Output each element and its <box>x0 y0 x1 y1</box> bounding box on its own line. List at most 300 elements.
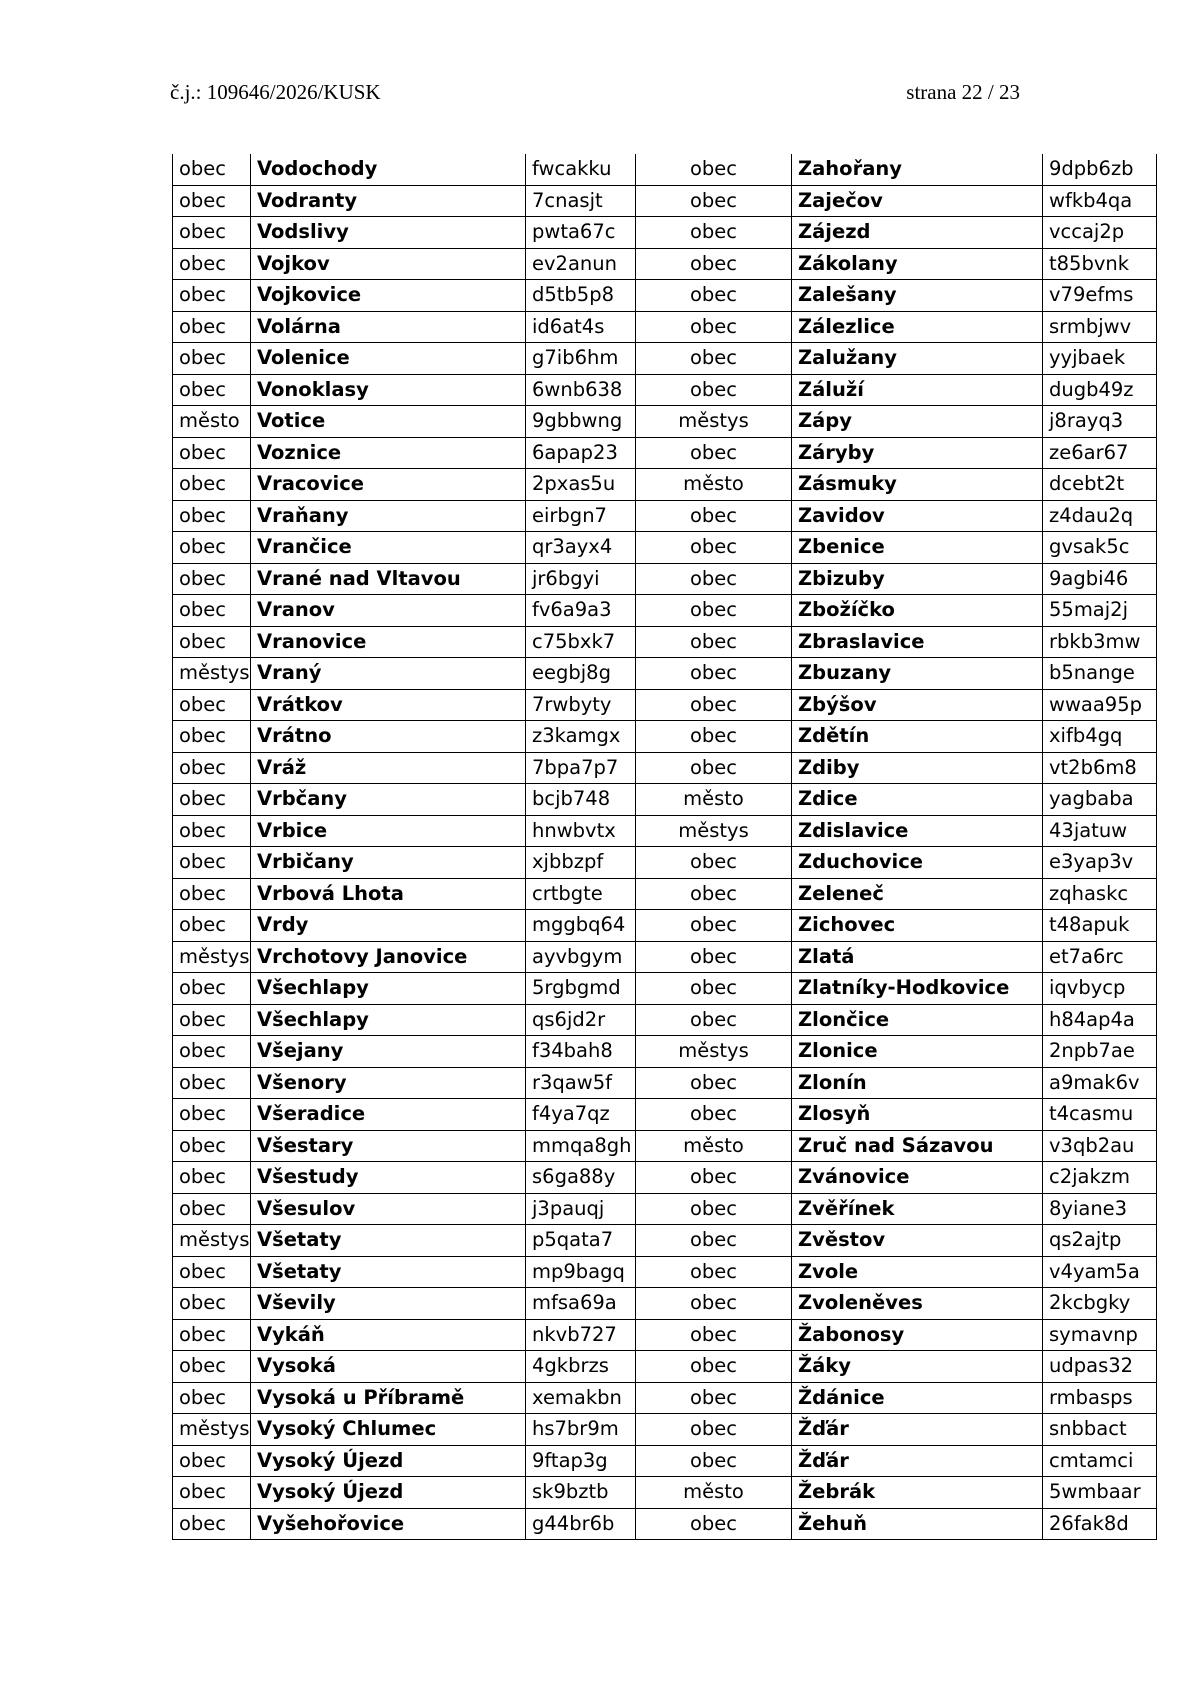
municipality-type: obec <box>173 1382 251 1414</box>
municipality-name: Zalešany <box>792 280 1043 312</box>
municipality-name: Zvěřínek <box>792 1193 1043 1225</box>
municipality-type: obec <box>173 1508 251 1540</box>
municipality-name: Žďár <box>792 1414 1043 1446</box>
databox-code: c2jakzm <box>1043 1162 1157 1194</box>
municipality-name: Všechlapy <box>251 1004 526 1036</box>
municipality-type: obec <box>173 1036 251 1068</box>
municipality-type: obec <box>173 847 251 879</box>
municipality-type: obec <box>636 847 792 879</box>
municipality-name: Vrdy <box>251 910 526 942</box>
municipality-name: Vysoký Újezd <box>251 1445 526 1477</box>
table-row <box>173 280 1157 312</box>
table-row <box>173 721 1157 753</box>
databox-code: srmbjwv <box>1043 311 1157 343</box>
document-reference: č.j.: 109646/2026/KUSK <box>170 80 381 104</box>
databox-code: vt2b6m8 <box>1043 752 1157 784</box>
databox-code: zqhaskc <box>1043 878 1157 910</box>
databox-code: et7a6rc <box>1043 941 1157 973</box>
municipality-name: Zdiby <box>792 752 1043 784</box>
municipality-name: Žďár <box>792 1445 1043 1477</box>
municipality-name: Všenory <box>251 1067 526 1099</box>
table-row <box>173 1477 1157 1509</box>
municipality-type: obec <box>173 595 251 627</box>
municipality-table <box>172 154 1157 1540</box>
databox-code: qr3ayx4 <box>526 532 636 564</box>
municipality-type: obec <box>636 658 792 690</box>
municipality-type: obec <box>636 217 792 249</box>
databox-code: wwaa95p <box>1043 689 1157 721</box>
databox-code: dugb49z <box>1043 374 1157 406</box>
municipality-name: Všechlapy <box>251 973 526 1005</box>
databox-code: t4casmu <box>1043 1099 1157 1131</box>
databox-code: g7ib6hm <box>526 343 636 375</box>
databox-code: 5rgbgmd <box>526 973 636 1005</box>
municipality-name: Vrátkov <box>251 689 526 721</box>
municipality-type: město <box>636 1477 792 1509</box>
table-row <box>173 1225 1157 1257</box>
table-row <box>173 1288 1157 1320</box>
table-row <box>173 1004 1157 1036</box>
municipality-name: Zichovec <box>792 910 1043 942</box>
municipality-name: Vojkov <box>251 248 526 280</box>
municipality-type: obec <box>173 1288 251 1320</box>
municipality-name: Zahořany <box>792 154 1043 185</box>
databox-code: sk9bztb <box>526 1477 636 1509</box>
databox-code: hs7br9m <box>526 1414 636 1446</box>
municipality-type: obec <box>173 563 251 595</box>
municipality-name: Zalužany <box>792 343 1043 375</box>
municipality-name: Zlonice <box>792 1036 1043 1068</box>
municipality-name: Zlonín <box>792 1067 1043 1099</box>
municipality-type: městys <box>173 658 251 690</box>
municipality-type: město <box>173 406 251 438</box>
databox-code: v4yam5a <box>1043 1256 1157 1288</box>
municipality-name: Všetaty <box>251 1256 526 1288</box>
table-row <box>173 1319 1157 1351</box>
municipality-type: obec <box>173 1445 251 1477</box>
databox-code: cmtamci <box>1043 1445 1157 1477</box>
databox-code: mfsa69a <box>526 1288 636 1320</box>
municipality-type: obec <box>173 910 251 942</box>
table-row <box>173 1414 1157 1446</box>
table-row <box>173 878 1157 910</box>
databox-code: xemakbn <box>526 1382 636 1414</box>
databox-code: 7bpa7p7 <box>526 752 636 784</box>
databox-code: f34bah8 <box>526 1036 636 1068</box>
municipality-type: obec <box>636 500 792 532</box>
municipality-name: Volenice <box>251 343 526 375</box>
table-row <box>173 1067 1157 1099</box>
municipality-type: obec <box>173 1099 251 1131</box>
databox-code: j8rayq3 <box>1043 406 1157 438</box>
databox-code: t85bvnk <box>1043 248 1157 280</box>
databox-code: ayvbgym <box>526 941 636 973</box>
municipality-type: obec <box>636 689 792 721</box>
municipality-type: obec <box>173 721 251 753</box>
municipality-type: obec <box>636 563 792 595</box>
table-row <box>173 1099 1157 1131</box>
municipality-name: Vracovice <box>251 469 526 501</box>
databox-code: 2npb7ae <box>1043 1036 1157 1068</box>
table-row <box>173 406 1157 438</box>
databox-code: d5tb5p8 <box>526 280 636 312</box>
table-row <box>173 343 1157 375</box>
table-row <box>173 1162 1157 1194</box>
municipality-name: Vranov <box>251 595 526 627</box>
municipality-type: obec <box>636 280 792 312</box>
municipality-type: obec <box>636 1445 792 1477</box>
databox-code: b5nange <box>1043 658 1157 690</box>
municipality-name: Vysoká u Příbramě <box>251 1382 526 1414</box>
databox-code: pwta67c <box>526 217 636 249</box>
databox-code: t48apuk <box>1043 910 1157 942</box>
table-row <box>173 185 1157 217</box>
databox-code: 5wmbaar <box>1043 1477 1157 1509</box>
municipality-name: Žebrák <box>792 1477 1043 1509</box>
municipality-type: obec <box>636 311 792 343</box>
municipality-type: obec <box>636 752 792 784</box>
municipality-name: Vysoká <box>251 1351 526 1383</box>
municipality-type: obec <box>636 1162 792 1194</box>
databox-code: 2kcbgky <box>1043 1288 1157 1320</box>
databox-code: 7cnasjt <box>526 185 636 217</box>
municipality-name: Vrbčany <box>251 784 526 816</box>
databox-code: vccaj2p <box>1043 217 1157 249</box>
table-row <box>173 437 1157 469</box>
municipality-type: obec <box>636 437 792 469</box>
databox-code: qs6jd2r <box>526 1004 636 1036</box>
databox-code: 9gbbwng <box>526 406 636 438</box>
municipality-type: obec <box>173 1351 251 1383</box>
table-row <box>173 626 1157 658</box>
municipality-name: Votice <box>251 406 526 438</box>
municipality-type: obec <box>636 1225 792 1257</box>
municipality-type: obec <box>636 973 792 1005</box>
municipality-name: Vráž <box>251 752 526 784</box>
municipality-name: Všeradice <box>251 1099 526 1131</box>
municipality-name: Zlatá <box>792 941 1043 973</box>
municipality-name: Vysoký Újezd <box>251 1477 526 1509</box>
municipality-name: Vodochody <box>251 154 526 185</box>
databox-code: 2pxas5u <box>526 469 636 501</box>
municipality-name: Zduchovice <box>792 847 1043 879</box>
databox-code: bcjb748 <box>526 784 636 816</box>
municipality-name: Vranovice <box>251 626 526 658</box>
municipality-name: Záluží <box>792 374 1043 406</box>
databox-code: mggbq64 <box>526 910 636 942</box>
municipality-name: Zbraslavice <box>792 626 1043 658</box>
municipality-type: obec <box>173 248 251 280</box>
municipality-type: obec <box>173 1130 251 1162</box>
databox-code: 55maj2j <box>1043 595 1157 627</box>
municipality-type: obec <box>636 595 792 627</box>
municipality-type: obec <box>173 500 251 532</box>
table-row <box>173 815 1157 847</box>
databox-code: qs2ajtp <box>1043 1225 1157 1257</box>
databox-code: crtbgte <box>526 878 636 910</box>
databox-code: ev2anun <box>526 248 636 280</box>
municipality-type: obec <box>636 185 792 217</box>
table-row <box>173 532 1157 564</box>
municipality-name: Vyšehořovice <box>251 1508 526 1540</box>
municipality-name: Vykáň <box>251 1319 526 1351</box>
municipality-name: Vodranty <box>251 185 526 217</box>
table-row <box>173 689 1157 721</box>
table-row <box>173 784 1157 816</box>
municipality-name: Zájezd <box>792 217 1043 249</box>
databox-code: f4ya7qz <box>526 1099 636 1131</box>
municipality-type: obec <box>636 1256 792 1288</box>
municipality-type: obec <box>636 626 792 658</box>
databox-code: 7rwbyty <box>526 689 636 721</box>
databox-code: yagbaba <box>1043 784 1157 816</box>
databox-code: 9ftap3g <box>526 1445 636 1477</box>
municipality-type: obec <box>173 626 251 658</box>
databox-code: id6at4s <box>526 311 636 343</box>
databox-code: jr6bgyi <box>526 563 636 595</box>
municipality-table-body <box>173 154 1157 1540</box>
municipality-name: Všestary <box>251 1130 526 1162</box>
municipality-type: obec <box>636 1508 792 1540</box>
table-row <box>173 311 1157 343</box>
municipality-type: obec <box>173 154 251 185</box>
municipality-name: Záryby <box>792 437 1043 469</box>
databox-code: yyjbaek <box>1043 343 1157 375</box>
municipality-name: Vrátno <box>251 721 526 753</box>
table-row <box>173 469 1157 501</box>
databox-code: ze6ar67 <box>1043 437 1157 469</box>
municipality-type: obec <box>173 973 251 1005</box>
municipality-name: Zlatníky-Hodkovice <box>792 973 1043 1005</box>
municipality-type: město <box>636 784 792 816</box>
municipality-name: Zbuzany <box>792 658 1043 690</box>
table-row <box>173 1508 1157 1540</box>
databox-code: a9mak6v <box>1043 1067 1157 1099</box>
municipality-type: obec <box>173 752 251 784</box>
municipality-type: obec <box>636 1319 792 1351</box>
databox-code: symavnp <box>1043 1319 1157 1351</box>
municipality-type: obec <box>636 374 792 406</box>
municipality-name: Zápy <box>792 406 1043 438</box>
databox-code: dcebt2t <box>1043 469 1157 501</box>
municipality-name: Všesulov <box>251 1193 526 1225</box>
municipality-name: Vysoký Chlumec <box>251 1414 526 1446</box>
table-row <box>173 941 1157 973</box>
municipality-name: Zdislavice <box>792 815 1043 847</box>
table-row <box>173 658 1157 690</box>
municipality-type: obec <box>173 437 251 469</box>
municipality-name: Zbenice <box>792 532 1043 564</box>
municipality-name: Vrchotovy Janovice <box>251 941 526 973</box>
table-row <box>173 1193 1157 1225</box>
databox-code: eegbj8g <box>526 658 636 690</box>
databox-code: 9dpb6zb <box>1043 154 1157 185</box>
databox-code: h84ap4a <box>1043 1004 1157 1036</box>
municipality-type: obec <box>173 1004 251 1036</box>
table-row <box>173 1036 1157 1068</box>
municipality-name: Zvoleněves <box>792 1288 1043 1320</box>
table-row <box>173 248 1157 280</box>
municipality-name: Zbizuby <box>792 563 1043 595</box>
municipality-name: Žabonosy <box>792 1319 1043 1351</box>
municipality-name: Vševily <box>251 1288 526 1320</box>
municipality-name: Zvole <box>792 1256 1043 1288</box>
databox-code: mmqa8gh <box>526 1130 636 1162</box>
municipality-name: Všejany <box>251 1036 526 1068</box>
municipality-type: městys <box>636 815 792 847</box>
databox-code: mp9bagq <box>526 1256 636 1288</box>
databox-code: p5qata7 <box>526 1225 636 1257</box>
databox-code: z3kamgx <box>526 721 636 753</box>
databox-code: 6wnb638 <box>526 374 636 406</box>
municipality-type: obec <box>636 1099 792 1131</box>
municipality-type: městys <box>173 1225 251 1257</box>
databox-code: j3pauqj <box>526 1193 636 1225</box>
municipality-name: Zeleneč <box>792 878 1043 910</box>
databox-code: 43jatuw <box>1043 815 1157 847</box>
municipality-type: obec <box>636 532 792 564</box>
databox-code: snbbact <box>1043 1414 1157 1446</box>
municipality-name: Zlosyň <box>792 1099 1043 1131</box>
municipality-name: Vrbičany <box>251 847 526 879</box>
databox-code: gvsak5c <box>1043 532 1157 564</box>
municipality-type: obec <box>173 374 251 406</box>
municipality-type: obec <box>173 1477 251 1509</box>
municipality-name: Všestudy <box>251 1162 526 1194</box>
databox-code: fwcakku <box>526 154 636 185</box>
databox-code: rbkb3mw <box>1043 626 1157 658</box>
municipality-type: obec <box>173 280 251 312</box>
municipality-type: obec <box>636 878 792 910</box>
municipality-type: obec <box>173 1162 251 1194</box>
municipality-type: obec <box>173 343 251 375</box>
municipality-type: obec <box>636 721 792 753</box>
municipality-name: Vonoklasy <box>251 374 526 406</box>
municipality-type: obec <box>173 1256 251 1288</box>
databox-code: v3qb2au <box>1043 1130 1157 1162</box>
municipality-type: městys <box>173 1414 251 1446</box>
table-row <box>173 595 1157 627</box>
municipality-type: obec <box>173 689 251 721</box>
table-row <box>173 847 1157 879</box>
municipality-type: obec <box>636 1193 792 1225</box>
municipality-type: obec <box>173 784 251 816</box>
municipality-type: obec <box>636 154 792 185</box>
municipality-name: Zbýšov <box>792 689 1043 721</box>
databox-code: xjbbzpf <box>526 847 636 879</box>
databox-code: iqvbycp <box>1043 973 1157 1005</box>
databox-code: rmbasps <box>1043 1382 1157 1414</box>
municipality-name: Zlončice <box>792 1004 1043 1036</box>
municipality-name: Zdětín <box>792 721 1043 753</box>
databox-code: udpas32 <box>1043 1351 1157 1383</box>
municipality-name: Vraňany <box>251 500 526 532</box>
municipality-name: Vrančice <box>251 532 526 564</box>
municipality-type: obec <box>636 343 792 375</box>
municipality-type: obec <box>636 1382 792 1414</box>
municipality-name: Zásmuky <box>792 469 1043 501</box>
municipality-type: městys <box>636 1036 792 1068</box>
municipality-name: Zruč nad Sázavou <box>792 1130 1043 1162</box>
municipality-name: Zdice <box>792 784 1043 816</box>
municipality-type: město <box>636 469 792 501</box>
municipality-type: obec <box>636 1004 792 1036</box>
municipality-name: Voznice <box>251 437 526 469</box>
municipality-name: Zavidov <box>792 500 1043 532</box>
table-row <box>173 500 1157 532</box>
databox-code: eirbgn7 <box>526 500 636 532</box>
databox-code: g44br6b <box>526 1508 636 1540</box>
databox-code: 8yiane3 <box>1043 1193 1157 1225</box>
municipality-type: obec <box>636 1288 792 1320</box>
databox-code: 9agbi46 <box>1043 563 1157 595</box>
databox-code: r3qaw5f <box>526 1067 636 1099</box>
municipality-type: obec <box>173 217 251 249</box>
municipality-type: městys <box>636 406 792 438</box>
table-row <box>173 1351 1157 1383</box>
municipality-name: Ždánice <box>792 1382 1043 1414</box>
municipality-name: Zálezlice <box>792 311 1043 343</box>
municipality-name: Žehuň <box>792 1508 1043 1540</box>
municipality-type: městys <box>173 941 251 973</box>
databox-code: v79efms <box>1043 280 1157 312</box>
databox-code: s6ga88y <box>526 1162 636 1194</box>
page-number: strana 22 / 23 <box>906 80 1020 104</box>
municipality-type: obec <box>173 815 251 847</box>
municipality-name: Zaječov <box>792 185 1043 217</box>
municipality-name: Vrané nad Vltavou <box>251 563 526 595</box>
municipality-type: obec <box>173 1319 251 1351</box>
municipality-name: Zbožíčko <box>792 595 1043 627</box>
table-row <box>173 1256 1157 1288</box>
municipality-type: město <box>636 1130 792 1162</box>
databox-code: xifb4gq <box>1043 721 1157 753</box>
municipality-name: Vrbice <box>251 815 526 847</box>
municipality-type: obec <box>636 941 792 973</box>
databox-code: fv6a9a3 <box>526 595 636 627</box>
municipality-name: Volárna <box>251 311 526 343</box>
municipality-name: Zákolany <box>792 248 1043 280</box>
databox-code: 26fak8d <box>1043 1508 1157 1540</box>
table-row <box>173 1445 1157 1477</box>
municipality-name: Vojkovice <box>251 280 526 312</box>
municipality-type: obec <box>173 1193 251 1225</box>
municipality-name: Vrbová Lhota <box>251 878 526 910</box>
municipality-name: Všetaty <box>251 1225 526 1257</box>
table-row <box>173 154 1157 185</box>
table-row <box>173 1130 1157 1162</box>
municipality-name: Vraný <box>251 658 526 690</box>
table-row <box>173 973 1157 1005</box>
databox-code: 6apap23 <box>526 437 636 469</box>
municipality-type: obec <box>636 1067 792 1099</box>
databox-code: nkvb727 <box>526 1319 636 1351</box>
databox-code: z4dau2q <box>1043 500 1157 532</box>
municipality-name: Zvánovice <box>792 1162 1043 1194</box>
municipality-type: obec <box>173 185 251 217</box>
municipality-type: obec <box>173 311 251 343</box>
municipality-type: obec <box>636 1351 792 1383</box>
table-row <box>173 1382 1157 1414</box>
municipality-name: Zvěstov <box>792 1225 1043 1257</box>
databox-code: wfkb4qa <box>1043 185 1157 217</box>
databox-code: 4gkbrzs <box>526 1351 636 1383</box>
municipality-type: obec <box>636 248 792 280</box>
databox-code: e3yap3v <box>1043 847 1157 879</box>
municipality-type: obec <box>173 469 251 501</box>
table-row <box>173 752 1157 784</box>
municipality-name: Vodslivy <box>251 217 526 249</box>
